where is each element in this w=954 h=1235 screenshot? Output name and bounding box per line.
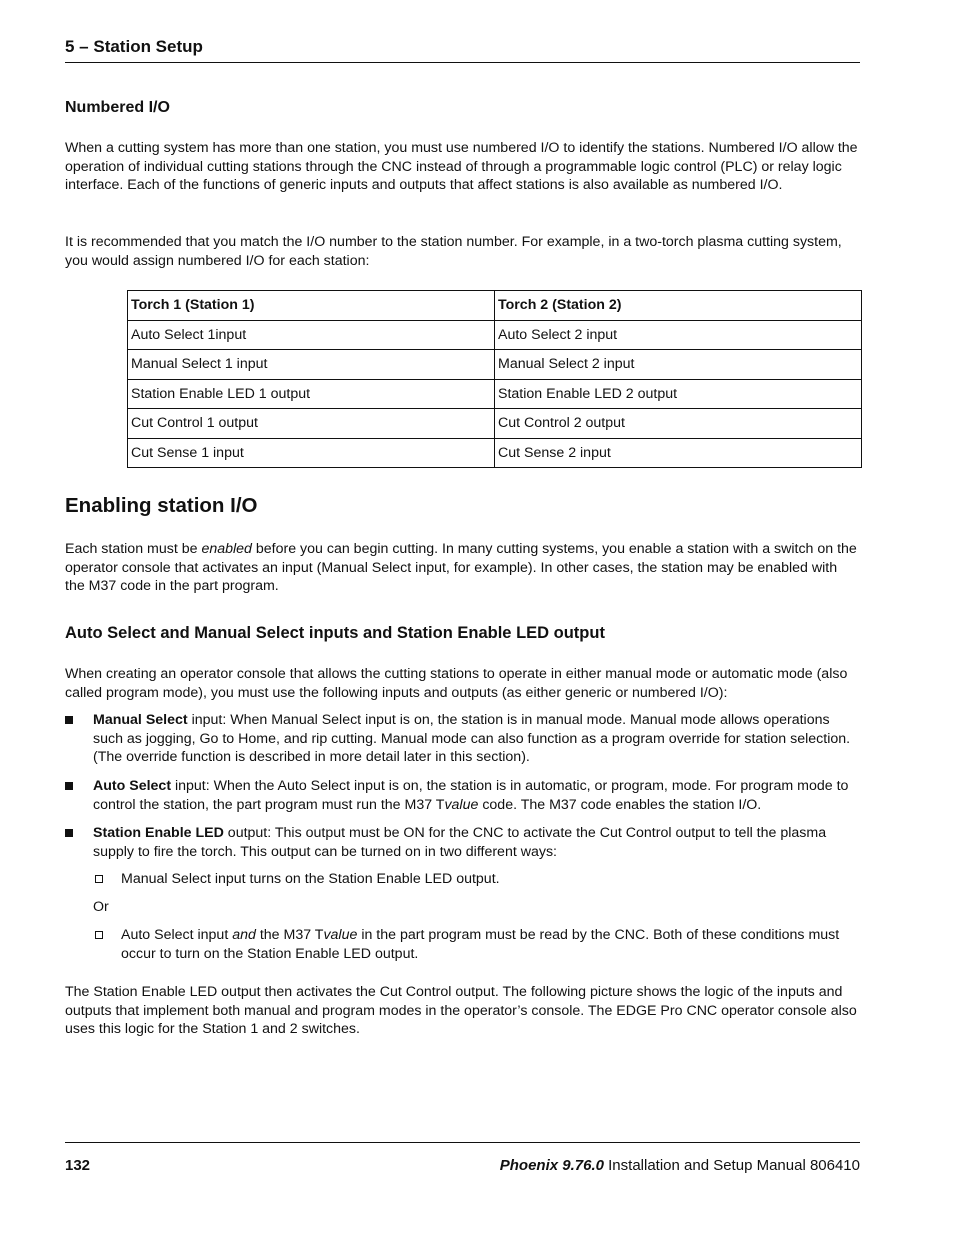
table-cell: Auto Select 2 input bbox=[495, 320, 862, 350]
square-bullet-icon bbox=[65, 716, 73, 724]
product-name: Phoenix 9.76.0 bbox=[499, 1157, 604, 1174]
hollow-square-bullet-icon bbox=[95, 875, 103, 883]
text-run: code. The M37 code enables the station I/O. bbox=[478, 796, 762, 813]
bullet-term: Station Enable LED bbox=[93, 825, 224, 841]
table-cell: Cut Sense 2 input bbox=[495, 438, 862, 468]
table-header-row bbox=[128, 291, 862, 321]
footer-manual-title bbox=[500, 1157, 860, 1174]
text-run: output: This output must be ON for the CNC to activate the Cut Control output to tell the plasma supply to fire the torch. This output can be turned on in two different ways: bbox=[93, 825, 827, 860]
sub-bullet-manual bbox=[93, 870, 860, 889]
table-row bbox=[128, 350, 862, 380]
table-cell: Cut Control 1 output bbox=[128, 409, 495, 439]
page-number: 132 bbox=[65, 1157, 91, 1174]
table-cell: Cut Sense 1 input bbox=[128, 438, 495, 468]
sub-bullet-text: Manual Select input turns on the Station Enable LED output. bbox=[121, 871, 500, 887]
text-run: Each station must be bbox=[65, 541, 202, 557]
auto-manual-intro: When creating an operator console that allows the cutting stations to operate in either manual mode or automatic mode (also called program mode), you must use the following inputs and outputs (as either generic or numbered I/O): bbox=[65, 666, 848, 701]
numbered-io-paragraph-1: When a cutting system has more than one station, you must use numbered I/O to identify the stations. Numbered I/O allow the operation of individual cutting stations through the CNC instead of through a programmable logic control (PLC) or relay logic interface. Each of the functions of generic inputs and outputs that affect stations is also available as numbered I/O. bbox=[65, 140, 858, 194]
enabling-paragraph bbox=[65, 540, 860, 596]
text-run: input: When the Auto Select input is on, the station is in automatic, or program, mode. For program mode to control the station, the part program must run the M37 T bbox=[93, 778, 849, 813]
table-header-cell: Torch 2 (Station 2) bbox=[495, 291, 862, 321]
chapter-header: 5 – Station Setup bbox=[65, 37, 203, 56]
table-cell: Auto Select 1input bbox=[128, 320, 495, 350]
table-row bbox=[128, 409, 862, 439]
table-cell: Station Enable LED 1 output bbox=[128, 379, 495, 409]
table-cell: Cut Control 2 output bbox=[495, 409, 862, 439]
square-bullet-icon bbox=[65, 782, 73, 790]
section-heading-enabling: Enabling station I/O bbox=[65, 494, 258, 517]
header-divider bbox=[65, 62, 860, 63]
bullet-term: Auto Select bbox=[93, 778, 172, 794]
emphasis-text: value bbox=[444, 796, 479, 813]
sub-bullet-text bbox=[121, 926, 860, 963]
bullet-text bbox=[93, 777, 860, 814]
text-run: input: When Manual Select input is on, the station is in manual mode. Manual mode allows operations such as jogging, Go to Home, and rip cutting. Manual mode can also function as a program override for station selection. (The override function is described in more detail later in this section). bbox=[93, 712, 851, 766]
emphasis-text: and bbox=[232, 927, 256, 943]
bullet-auto-select bbox=[65, 777, 860, 814]
numbered-io-paragraph-2: It is recommended that you match the I/O number to the station number. For example, in a two-torch plasma cutting system, you would assign numbered I/O for each station: bbox=[65, 234, 842, 269]
square-bullet-icon bbox=[65, 829, 73, 837]
hollow-square-bullet-icon bbox=[95, 931, 103, 939]
section-heading-numbered-io: Numbered I/O bbox=[65, 99, 170, 116]
closing-paragraph: The Station Enable LED output then activates the Cut Control output. The following picture shows the logic of the inputs and outputs that implement both manual and program modes in the operator’s console. The EDGE Pro CNC operator console also uses this logic for the Station 1 and 2 switches. bbox=[65, 984, 857, 1038]
text-run: Auto Select input bbox=[121, 927, 233, 943]
bullet-manual-select bbox=[65, 711, 860, 767]
table-row bbox=[128, 379, 862, 409]
table-cell: Manual Select 1 input bbox=[128, 350, 495, 380]
text-run: in the part program must be read by the CNC. Both of these conditions must occur to turn on the Station Enable LED output. bbox=[121, 927, 840, 962]
footer-divider bbox=[65, 1142, 860, 1143]
text-run: before you can begin cutting. In many cutting systems, you enable a station with a switch on the operator console that activates an input (Manual Select input, for example). In other cases, the station may be enabled with the M37 code in the part program. bbox=[65, 541, 857, 595]
manual-title: Installation and Setup Manual 806410 bbox=[603, 1157, 860, 1174]
section-heading-auto-manual: Auto Select and Manual Select inputs and Station Enable LED output bbox=[65, 624, 605, 642]
bullet-term: Manual Select bbox=[93, 712, 188, 728]
bullet-station-enable-led bbox=[65, 824, 860, 861]
station-io-table bbox=[127, 290, 862, 468]
table-cell: Station Enable LED 2 output bbox=[495, 379, 862, 409]
table-header-cell: Torch 1 (Station 1) bbox=[128, 291, 495, 321]
table-row bbox=[128, 320, 862, 350]
bullet-text bbox=[93, 824, 860, 861]
text-run: the M37 T bbox=[255, 927, 324, 943]
sub-bullet-auto bbox=[93, 926, 860, 963]
or-separator: Or bbox=[93, 899, 109, 915]
table-cell: Manual Select 2 input bbox=[495, 350, 862, 380]
bullet-text bbox=[93, 711, 860, 767]
table-row bbox=[128, 438, 862, 468]
emphasis-text: value bbox=[323, 927, 358, 943]
emphasis-text: enabled bbox=[201, 541, 252, 557]
